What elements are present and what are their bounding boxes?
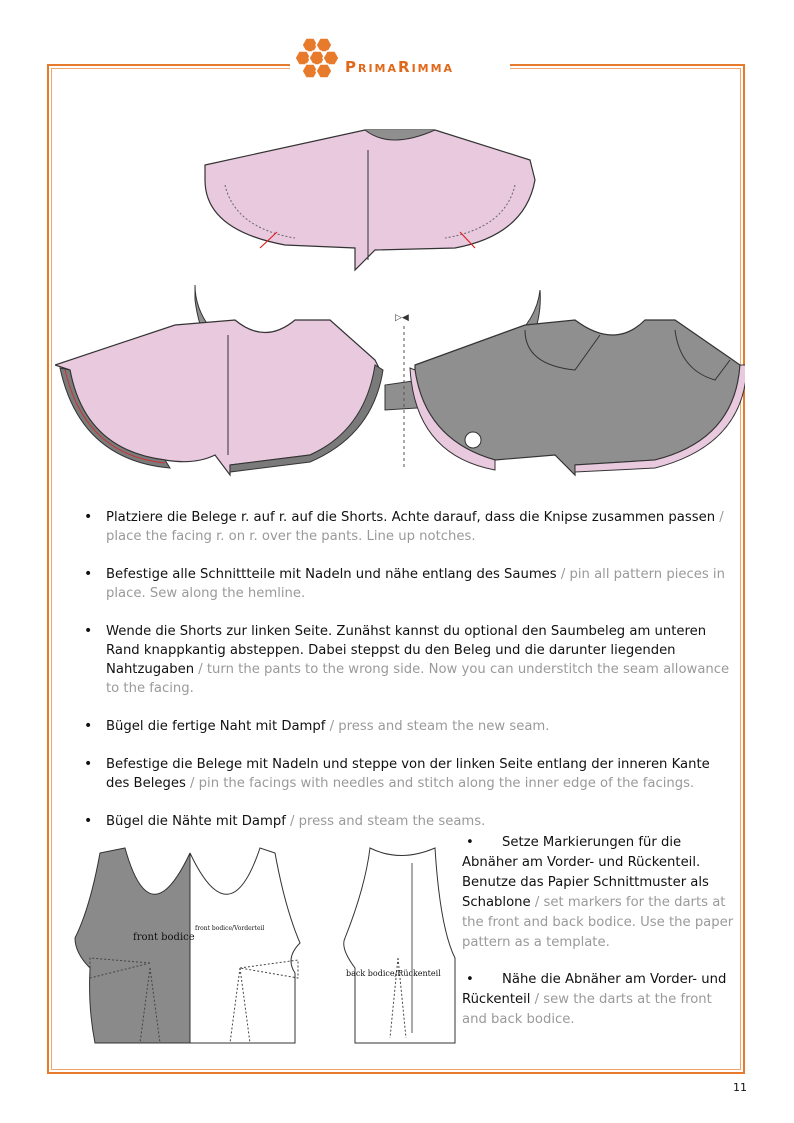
shorts-right-figure (410, 320, 745, 475)
page-number: 11 (733, 1081, 747, 1094)
front-bodice-label: front bodice (133, 932, 195, 943)
front-bodice-figure (75, 848, 300, 1043)
instruction-item: • Platziere die Belege r. auf r. auf die Shorts. Achte darauf, dass die Knipse zusammen passen / place the facing r. on r. over the pants. Line up notches. (82, 508, 732, 546)
side-note: • Nähe die Abnäher am Vorder- und Rückenteil / sew the darts at the front and back bodice. (462, 972, 727, 1027)
instruction-list (82, 508, 732, 850)
instruction-item: • Bügel die Nähte mit Dampf / press and steam the seams. (82, 812, 732, 831)
instruction-item: • Befestige die Belege mit Nadeln und steppe von der linken Seite entlang der inneren Kante des Beleges / pin the facings with needles and stitch along the inner edge of the facings. (82, 755, 732, 793)
fold-marker: ▷◀ (395, 313, 409, 323)
iron-icon (465, 432, 481, 448)
back-bodice-label: back bodice/Rückenteil (346, 969, 441, 978)
instruction-item: • Bügel die fertige Naht mit Dampf / press and steam the new seam. (82, 717, 732, 736)
instruction-item: • Wende die Shorts zur linken Seite. Zunähst kannst du optional den Saumbeleg am unteren Rand knappkantig absteppen. Dabei steppst du den Beleg und die darunter liegenden Nahtzugaben / turn the pants to the wrong side. Now you can understitch the seam allowance to the facing. (82, 622, 732, 698)
side-note: • Setze Markierungen für die Abnäher am Vorder- und Rückenteil. Benutze das Papier Schnittmuster als Schablone / set markers for the darts at the front and back bodice. Use the paper pattern as a template. (462, 835, 734, 950)
honeycomb-icon (290, 34, 350, 92)
shorts-left-figure (55, 320, 383, 475)
bodice-illustration (70, 828, 460, 1058)
front-bodice-de-label: front bodice/Vorderteil (195, 925, 265, 932)
instruction-item: • Befestige alle Schnittteile mit Nadeln und nähe entlang des Saumes / pin all pattern pieces in place. Sew along the hemline. (82, 565, 732, 603)
brand-logo (290, 34, 510, 92)
side-notes (462, 833, 734, 1047)
back-bodice-figure (344, 848, 455, 1043)
shorts-illustration (55, 120, 745, 480)
brand-name: PrimaRimma (345, 58, 455, 76)
